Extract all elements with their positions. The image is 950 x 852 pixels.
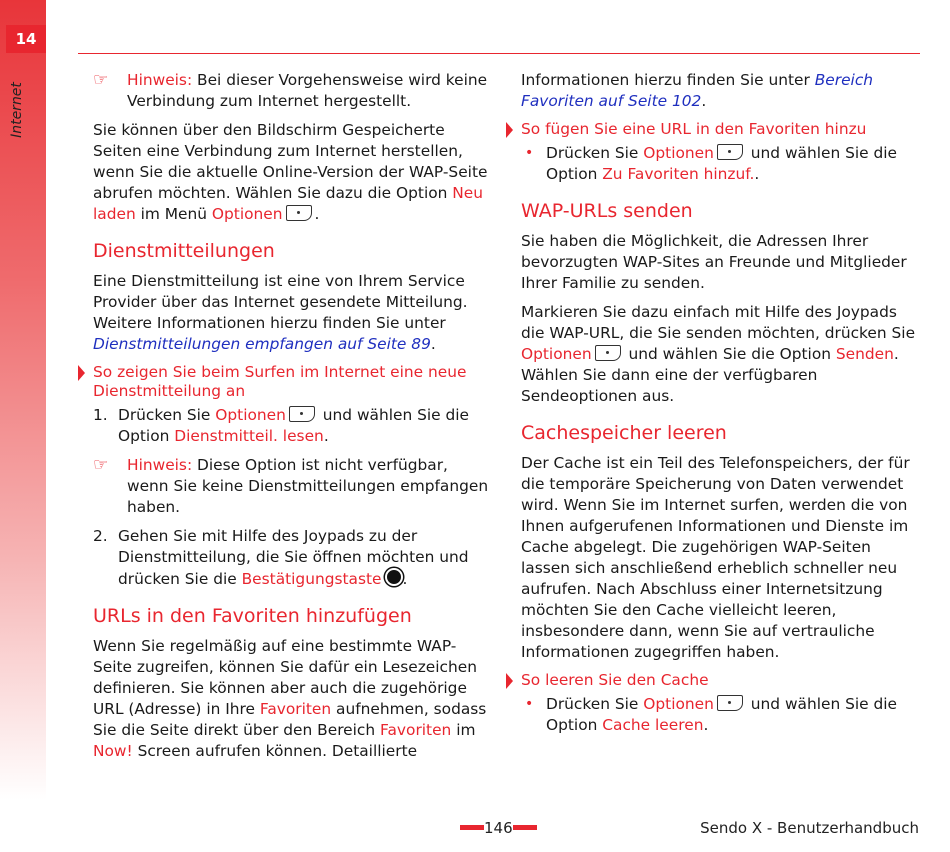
text: . (314, 205, 320, 223)
text: und wählen Sie die Option (546, 144, 898, 183)
heading-dienstmitteilungen: Dienstmitteilungen (93, 240, 275, 262)
text: Gehen Sie mit Hilfe des Joypads zu der Dienstmitteilung, die Sie öffnen möchten und drücken Sie die (118, 527, 469, 588)
heading-wap-urls-senden: WAP-URLs senden (521, 200, 693, 222)
hint-label: Hinweis: (127, 71, 193, 89)
option-name: Dienstmitteil. lesen (174, 427, 324, 445)
procedure-title: So leeren Sie den Cache (521, 671, 709, 689)
option-name: Optionen (643, 144, 714, 162)
hint-text: Bei dieser Vorgehensweise wird keine Verbindung zum Internet hergestellt. (127, 71, 488, 110)
text: . (703, 716, 709, 734)
text: Eine Dienstmitteilung ist eine von Ihrem Service Provider über das Internet gesendete Mitteilung. Weitere Informationen hierzu finden Sie unter (93, 272, 468, 332)
left-column (93, 70, 493, 770)
footer-bar-right (513, 825, 537, 830)
paragraph (93, 271, 493, 355)
paragraph (93, 120, 493, 225)
section-label-text: Internet (8, 82, 25, 138)
option-name: Optionen (215, 406, 286, 424)
paragraph: Sie haben die Möglichkeit, die Adressen Ihrer bevorzugten WAP-Sites an Freunde und Mitglieder Ihrer Familie zu senden. (521, 232, 907, 292)
text: und wählen Sie die Option (546, 695, 898, 734)
text: Drücken Sie (546, 144, 644, 162)
procedure-heading (521, 120, 921, 139)
pointing-hand-icon: ☞ (93, 70, 109, 90)
option-name: Optionen (521, 345, 592, 363)
left-softkey-icon (289, 406, 315, 422)
text: und wählen Sie die Option (623, 345, 836, 363)
hint-note (93, 455, 493, 518)
option-name: Favoriten (380, 721, 452, 739)
cross-reference-link[interactable]: Bereich Favoriten auf Seite 102 (521, 71, 874, 110)
option-name: Zu Favoriten hinzuf. (602, 165, 755, 183)
step-item (93, 526, 493, 590)
procedure-title: So zeigen Sie beim Surfen im Internet eine neue Dienstmitteilung an (93, 363, 467, 400)
pointing-hand-icon: ☞ (93, 455, 109, 475)
footer-page-number (460, 819, 537, 837)
triangle-marker-icon (78, 365, 85, 381)
text: Screen aufrufen können. Detaillierte (132, 742, 418, 760)
bullet-item (521, 694, 921, 736)
heading-cachespeicher: Cachespeicher leeren (521, 422, 727, 444)
ok-button-icon (385, 568, 403, 586)
text: . (323, 427, 329, 445)
left-softkey-icon (595, 345, 621, 361)
page-number: 146 (484, 819, 513, 837)
header-rule (78, 53, 920, 54)
text: Drücken Sie (546, 695, 644, 713)
option-name: Senden (835, 345, 894, 363)
hint-note (93, 70, 493, 112)
left-softkey-icon (717, 695, 743, 711)
heading-urls-favoriten: URLs in den Favoriten hinzufügen (93, 605, 412, 627)
footer-title: Sendo X - Benutzerhandbuch (700, 819, 919, 837)
hint-text: Diese Option ist nicht verfügbar, wenn Sie keine Dienstmitteilungen empfangen haben. (127, 456, 489, 516)
text: . (754, 165, 760, 183)
right-column (521, 70, 921, 744)
option-name: Optionen (643, 695, 714, 713)
text: . (402, 570, 408, 588)
procedure-heading (93, 363, 493, 401)
left-softkey-icon (286, 205, 312, 221)
paragraph: Der Cache ist ein Teil des Telefonspeichers, der für die temporäre Speicherung von Daten verwendet wird. Wenn Sie im Internet surfen, werden die von Ihnen aufgerufenen Informationen und Dienste im Cache abgelegt. Die zugehörigen WAP-Seiten lassen sich anschließend erheblich schneller neu aufrufen. Nach Abschluss einer Internetsitzung möchten Sie den Cache vielleicht leeren, insbesondere dann, wenn Sie auf vertrauliche Informationen zugegriffen haben. (521, 454, 910, 661)
paragraph (93, 636, 493, 762)
option-name: Now! (93, 742, 133, 760)
triangle-marker-icon (506, 673, 513, 689)
text: und wählen Sie die Option (118, 406, 470, 445)
bullet-icon: • (525, 145, 534, 161)
option-name: Optionen (211, 205, 283, 223)
text: Informationen hierzu finden Sie unter (521, 71, 815, 89)
text: Drücken Sie (118, 406, 216, 424)
triangle-marker-icon (506, 122, 513, 138)
bullet-item (521, 143, 921, 185)
text: . Wählen Sie dann eine der verfügbaren Sendeoptionen aus. (521, 345, 899, 405)
paragraph (521, 70, 921, 112)
text: Sie können über den Bildschirm Gespeicherte Seiten eine Verbindung zum Internet herstellen, wenn Sie die aktuelle Online-Version der WAP-Seite abrufen möchten. Wählen Sie dazu die Option (93, 121, 488, 202)
cross-reference-link[interactable]: Dienstmitteilungen empfangen auf Seite 89 (93, 335, 431, 353)
text: aufnehmen, sodass Sie die Seite direkt über den Bereich (93, 700, 487, 739)
text: . (430, 335, 436, 353)
footer-bar-left (460, 825, 484, 830)
procedure-title: So fügen Sie eine URL in den Favoriten hinzu (521, 120, 867, 138)
paragraph (521, 302, 921, 407)
option-name: Favoriten (259, 700, 332, 718)
option-name: Neu laden (93, 184, 484, 223)
left-softkey-icon (717, 144, 743, 160)
hint-label: Hinweis: (127, 456, 193, 474)
procedure-heading (521, 671, 921, 690)
step-number: 2. (93, 527, 108, 545)
bullet-icon: • (525, 696, 534, 712)
chapter-number: 14 (6, 25, 46, 53)
text: im (451, 721, 476, 739)
section-label (4, 80, 34, 140)
text: . (701, 92, 707, 110)
option-name: Cache leeren (602, 716, 704, 734)
step-number: 1. (93, 406, 108, 424)
text: Markieren Sie dazu einfach mit Hilfe des Joypads die WAP-URL, die Sie senden möchten, drücken Sie (521, 303, 916, 342)
option-name: Bestätigungstaste (241, 570, 382, 588)
text: Wenn Sie regelmäßig auf eine bestimmte WAP-Seite zugreifen, können Sie dafür ein Lesezeichen definieren. Sie können aber auch die zugehörige URL (Adresse) in Ihre (93, 637, 477, 718)
text: im Menü (135, 205, 212, 223)
step-item (93, 405, 493, 447)
